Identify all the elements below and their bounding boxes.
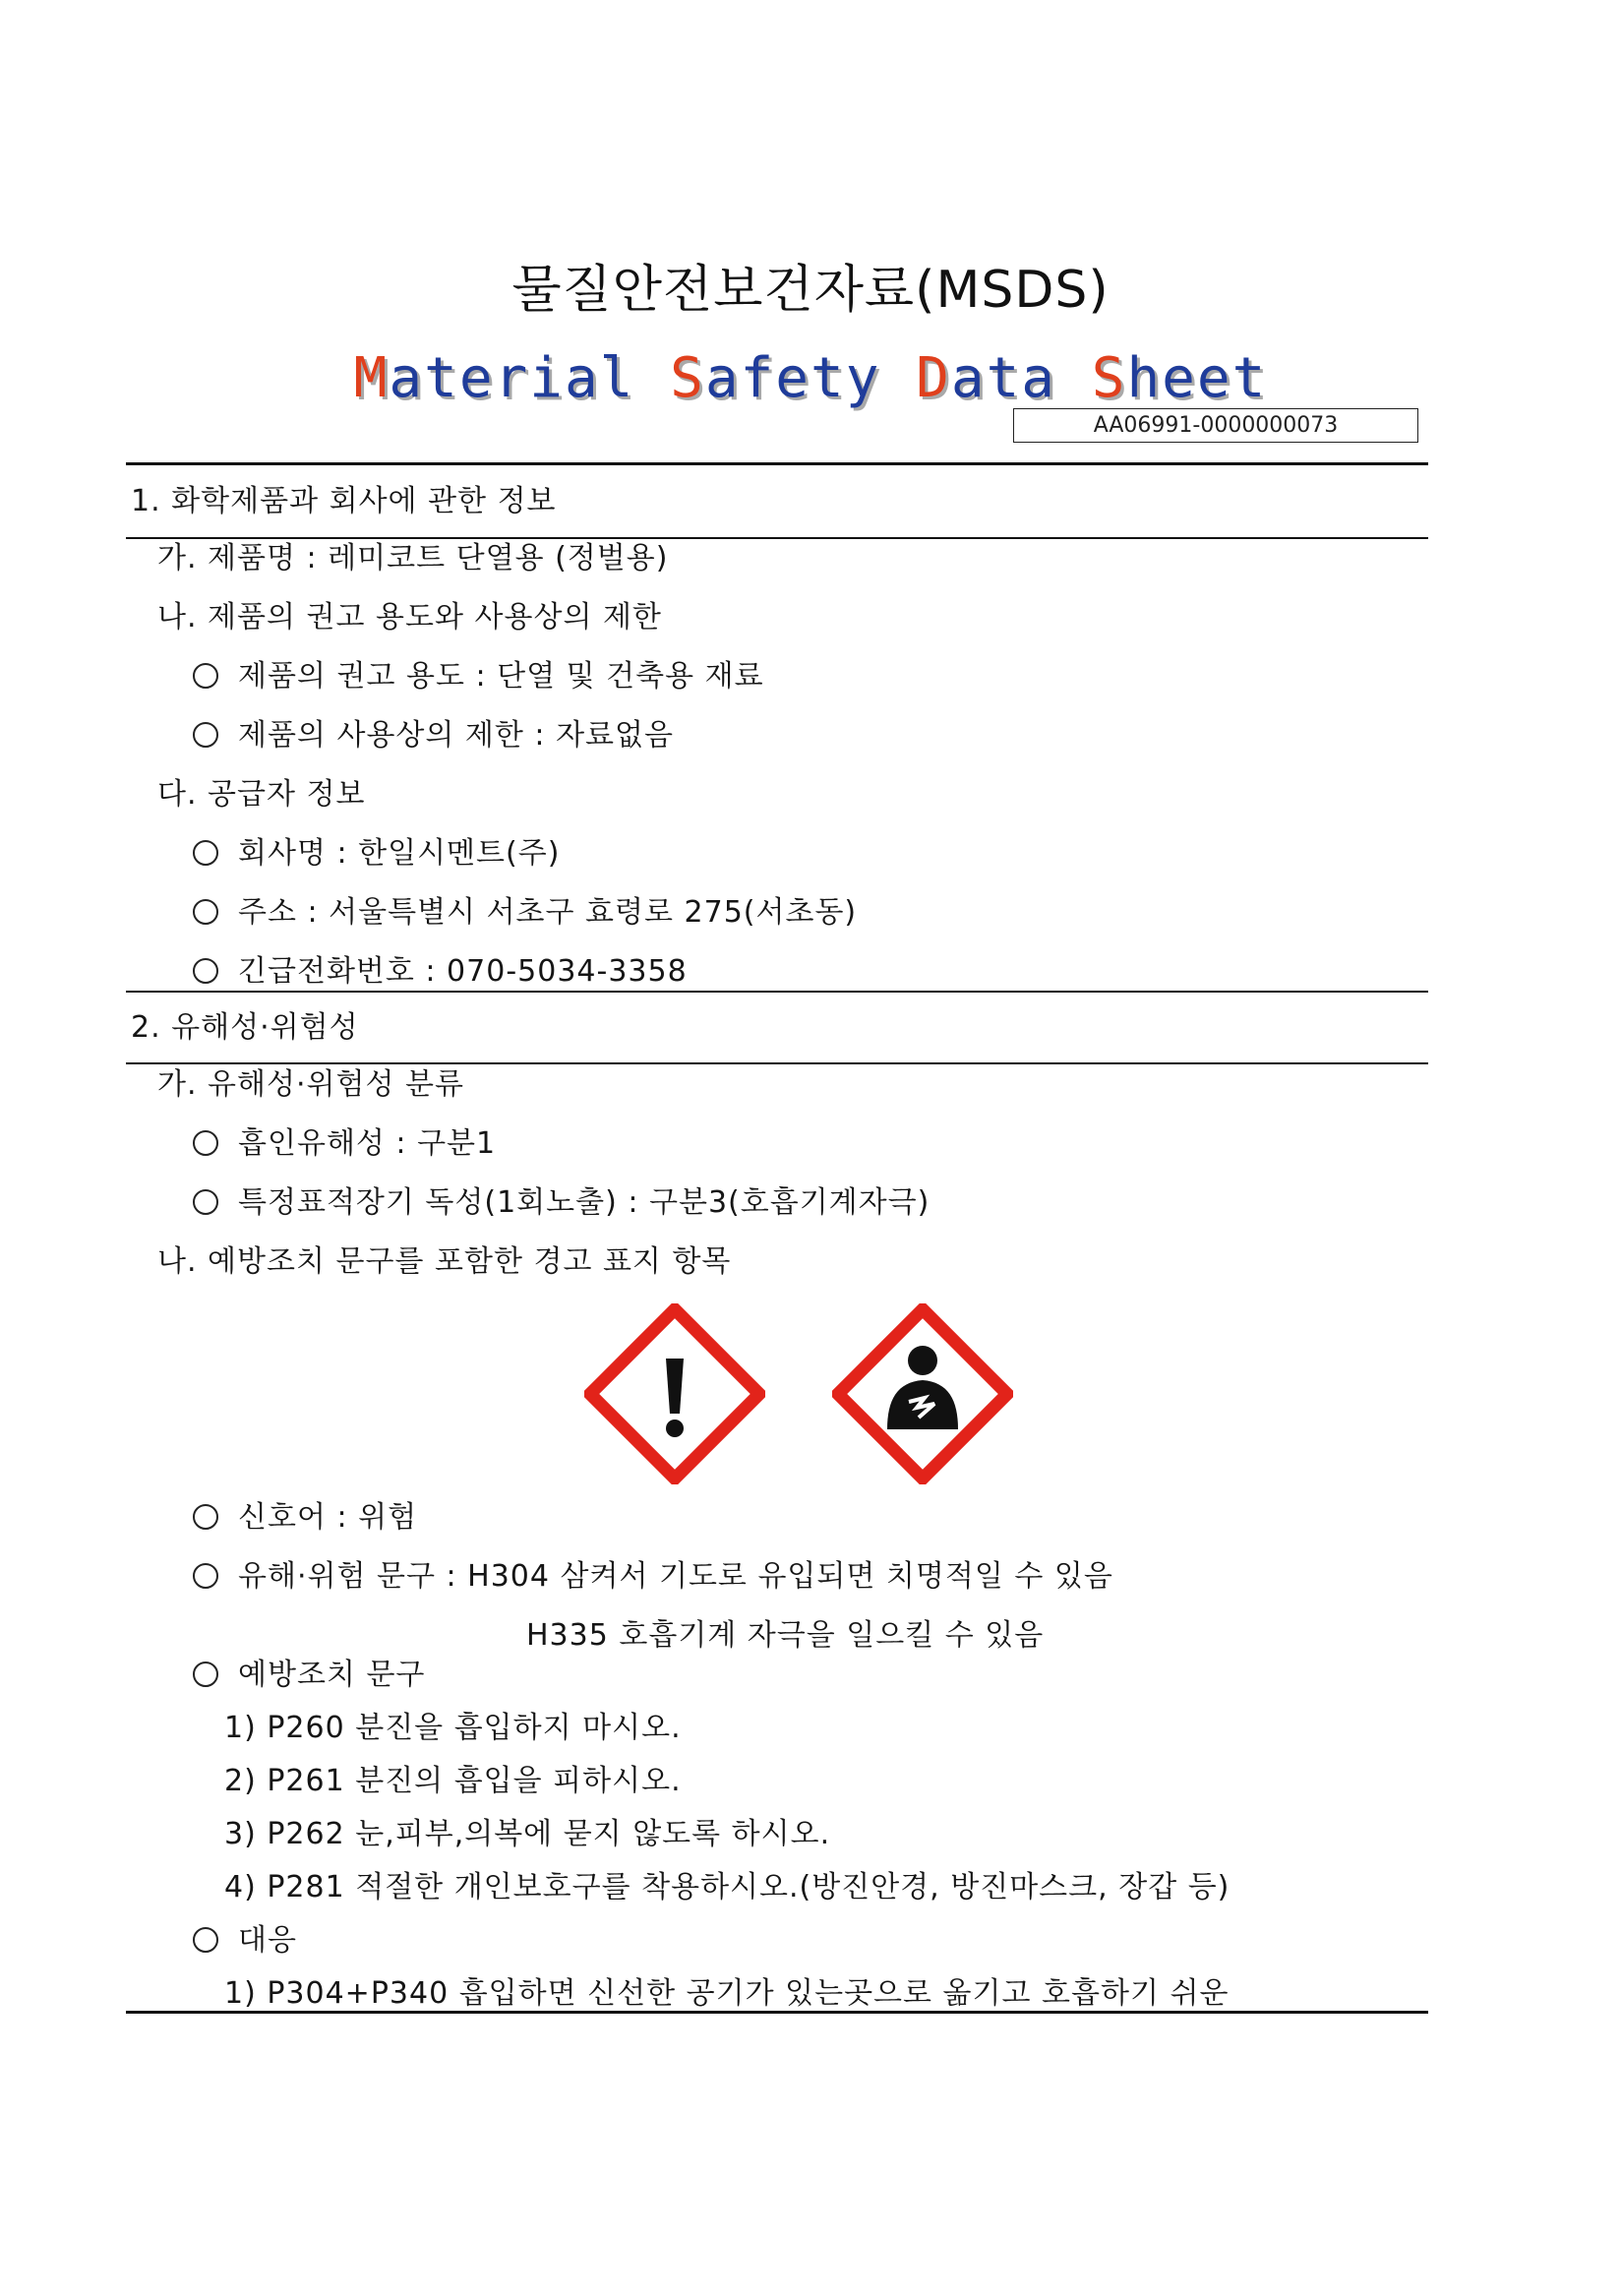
- section-1-top-rule: [126, 462, 1428, 465]
- product-name: 가. 제품명 : 레미코트 단열용 (정벌용): [157, 541, 669, 575]
- address-item: 주소 : 서울특별시 서초구 효령로 275(서초동): [193, 893, 857, 933]
- bullet-circle-icon: [193, 722, 218, 748]
- section-1-heading: 1. 화학제품과 회사에 관한 정보: [131, 484, 557, 518]
- precaution-heading: 예방조치 문구: [193, 1656, 425, 1695]
- document-id: AA06991-0000000073: [1013, 408, 1418, 443]
- recommended-use-item: 제품의 권고 용도 : 단열 및 건축용 재료: [193, 657, 764, 696]
- classification-item-2: 특정표적장기 독성(1회노출) : 구분3(호흡기계자극): [193, 1183, 930, 1223]
- page-subtitle: [0, 346, 1621, 410]
- bullet-circle-icon: [193, 1130, 218, 1156]
- precaution-item: 2) P261 분진의 흡입을 피하시오.: [224, 1764, 682, 1798]
- label-heading: 나. 예방조치 문구를 포함한 경고 표지 항목: [157, 1244, 732, 1279]
- precaution-item: 1) P260 분진을 흡입하지 마시오.: [224, 1711, 682, 1745]
- precaution-item: 4) P281 적절한 개인보호구를 착용하시오.(방진안경, 방진마스크, 장갑 등): [224, 1870, 1231, 1904]
- subtitle-word-4: Sheet: [1091, 346, 1268, 410]
- bullet-circle-icon: [193, 1563, 218, 1589]
- health-hazard-icon: [832, 1303, 1013, 1484]
- bullet-circle-icon: [193, 899, 218, 925]
- page-title: 물질안전보건자료(MSDS): [511, 261, 1110, 320]
- bullet-circle-icon: [193, 1927, 218, 1953]
- bullet-circle-icon: [193, 958, 218, 984]
- use-heading: 나. 제품의 권고 용도와 사용상의 제한: [157, 600, 662, 634]
- company-item: 회사명 : 한일시멘트(주): [193, 834, 560, 874]
- section-2-top-rule: [126, 991, 1428, 993]
- section-2-heading-rule: [126, 1062, 1428, 1064]
- classification-heading: 가. 유해성·위험성 분류: [157, 1067, 464, 1102]
- hazard-statement-continuation: H335 호흡기계 자극을 일으킬 수 있음: [526, 1618, 1045, 1653]
- response-item: 1) P304+P340 흡입하면 신선한 공기가 있는곳으로 옮기고 호흡하기 쉬운: [224, 1976, 1230, 2011]
- subtitle-word-1: Material: [353, 346, 635, 410]
- bullet-circle-icon: [193, 840, 218, 866]
- classification-item-1: 흡인유해성 : 구분1: [193, 1124, 496, 1164]
- exclamation-mark-icon: [584, 1303, 765, 1484]
- bullet-circle-icon: [193, 663, 218, 689]
- hazard-statement-item: 유해·위험 문구 : H304 삼켜서 기도로 유입되면 치명적일 수 있음: [193, 1557, 1113, 1597]
- bullet-circle-icon: [193, 1189, 218, 1215]
- precaution-item: 3) P262 눈,피부,의복에 묻지 않도록 하시오.: [224, 1817, 831, 1851]
- supplier-heading: 다. 공급자 정보: [157, 777, 366, 812]
- subtitle-word-3: Data: [916, 346, 1057, 410]
- bullet-circle-icon: [193, 1662, 218, 1687]
- page-bottom-rule: [126, 2011, 1428, 2014]
- emergency-phone-item: 긴급전화번호 : 070-5034-3358: [193, 952, 688, 992]
- use-restriction-item: 제품의 사용상의 제한 : 자료없음: [193, 716, 674, 755]
- section-2-heading: 2. 유해성·위험성: [131, 1010, 359, 1045]
- subtitle-word-2: Safety: [670, 346, 881, 410]
- bullet-circle-icon: [193, 1504, 218, 1530]
- response-heading: 대응: [193, 1921, 297, 1961]
- signal-word-item: 신호어 : 위험: [193, 1498, 417, 1538]
